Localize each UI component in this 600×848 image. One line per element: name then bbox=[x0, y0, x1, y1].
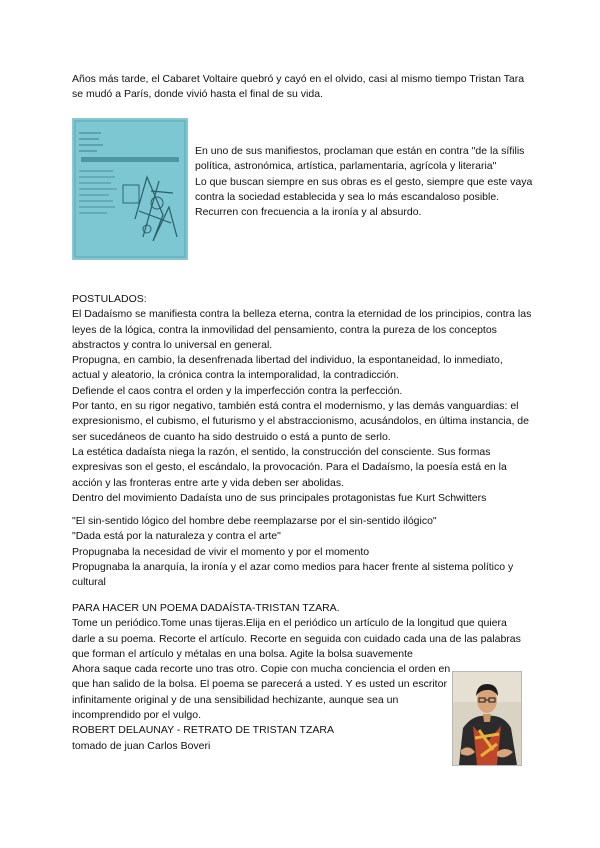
postulados-p6: Dentro del movimiento Dadaísta uno de sus principales protagonistas fue Kurt Schwitters bbox=[72, 491, 487, 504]
poema-heading: PARA HACER UN POEMA DADAÍSTA-TRISTAN TZARA. bbox=[72, 602, 340, 614]
tzara-portrait-image bbox=[452, 671, 522, 766]
portrait-caption: ROBERT DELAUNAY - RETRATO DE TRISTAN TZARA bbox=[72, 724, 334, 737]
quote-naturaleza: "Dada está por la naturaleza y contra el arte" bbox=[72, 530, 281, 543]
postulados-p1: El Dadaísmo se manifiesta contra la belleza eterna, contra la eternidad de los principios, contra las leyes de la lógica, contra la inmovilidad del pensamiento, contra la pureza de los conceptos abstractos y contra lo universal en general. bbox=[72, 308, 532, 351]
quotes-section bbox=[72, 514, 532, 590]
dada-magazine-image bbox=[72, 118, 188, 260]
portrait-credit: tomado de juan Carlos Boveri bbox=[72, 739, 211, 752]
manifesto-gesture: Lo que buscan siempre en sus obras es el gesto, siempre que este vaya contra la sociedad establecida y sea lo más escandaloso posible. Recurren con frecuencia a la ironía y al absurdo. bbox=[195, 175, 533, 219]
quote-sin-sentido: "El sin-sentido lógico del hombre debe reemplazarse por el sin-sentido ilógico" bbox=[72, 515, 437, 527]
manifesto-text-block bbox=[195, 144, 535, 220]
postulados-p2: Propugna, en cambio, la desenfrenada libertad del individuo, la espontaneidad, lo inmediato, actual y aleatorio, la crónica contra la intemporalidad, la contradicción. bbox=[72, 354, 503, 382]
postulados-section bbox=[72, 292, 532, 506]
manifesto-quote: En uno de sus manifiestos, proclaman que están en contra "de la sífilis política, astronómica, artística, parlamentaria, agrícola y literaria" bbox=[195, 145, 525, 173]
intro-paragraph bbox=[72, 72, 532, 103]
portrait-painting-illustration bbox=[453, 672, 521, 765]
postulados-heading: POSTULADOS: bbox=[72, 293, 147, 305]
intro-text: Años más tarde, el Cabaret Voltaire quebró y cayó en el olvido, casi al mismo tiempo Tristan Tara se mudó a París, donde vivió hasta el final de su vida. bbox=[72, 73, 525, 101]
poema-instructions-continued: Ahora saque cada recorte uno tras otro. Copie con mucha conciencia el orden en que han salido de la bolsa. El poema se parecerá a usted. Y es usted un escritor infinitamente original y de una sensibilidad hechizante, aunque sea un incomprendido por el vulgo. bbox=[72, 663, 451, 722]
quote-anarquia: Propugnaba la anarquía, la ironía y el azar como medios para hacer frente al sistema político y cultural bbox=[72, 560, 514, 589]
poema-instructions: Tome un periódico.Tome unas tijeras.Elija en el periódico un artículo de la longitud que quiera darle a su poema. Recorte el artículo. Recorte en seguida con cuidado cada una de las palabras que forman el artículo y métalas en una bolsa. Agite la bolsa suavemente bbox=[72, 617, 521, 660]
postulados-p3: Defiende el caos contra el orden y la imperfección contra la perfección. bbox=[72, 384, 403, 397]
postulados-p4: Por tanto, en su rigor negativo, también está contra el modernismo, y las demás vanguardias: el expresionismo, el cubismo, el futurismo y el abstraccionismo, acusándolos, en última instancia, de ser sucedáneos de cuanto ha sido destruido o está a punto de serlo. bbox=[72, 400, 529, 443]
magazine-cover-illustration bbox=[73, 119, 187, 259]
postulados-p5: La estética dadaísta niega la razón, el sentido, la construcción del consciente. Sus formas expresivas son el gesto, el escándalo, la provocación. Para el Dadaísmo, la poesía está en la acción y las fronteras entre arte y vida deben ser abolidas. bbox=[72, 445, 507, 489]
quote-momento: Propugnaba la necesidad de vivir el momento y por el momento bbox=[72, 545, 370, 558]
